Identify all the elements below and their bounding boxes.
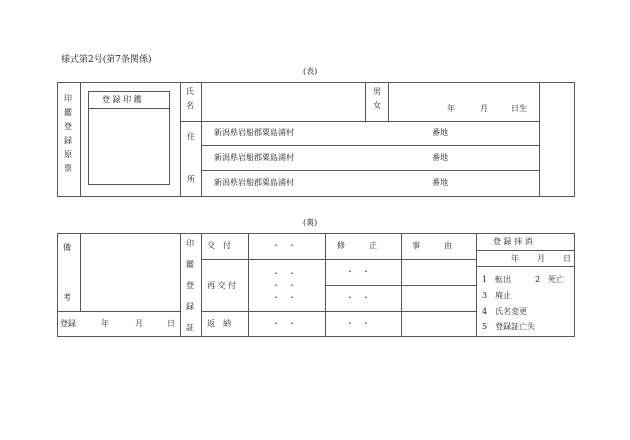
address-row-3-banchi: 番地 xyxy=(432,178,448,187)
registered-year: 年 xyxy=(101,319,109,328)
registered-day: 日 xyxy=(167,319,175,328)
address-row-1-banchi: 番地 xyxy=(432,128,448,137)
address-row-1: 新潟県岩船郡粟島浦村 xyxy=(214,128,294,137)
shusei-header: 修 正 xyxy=(337,241,377,250)
registered-label: 登録 xyxy=(60,319,76,328)
birth-year-label: 年 xyxy=(447,104,455,113)
shusei-dots-3: ・ ・ xyxy=(346,319,370,328)
name-label: 氏 名 xyxy=(186,87,194,110)
saikofu-date-dots-1: ・ ・ xyxy=(272,269,296,278)
gender-label: 男 女 xyxy=(373,87,381,110)
address-row-2-banchi: 番地 xyxy=(432,153,448,162)
kofu-label: 交 付 xyxy=(207,241,231,250)
front-heading: (表) xyxy=(303,67,318,76)
saikofu-date-dots-3: ・ ・ xyxy=(272,293,296,302)
reason-4: 4 氏名変更 xyxy=(482,307,528,316)
seal-box-label: 登 録 印 鑑 xyxy=(102,95,142,104)
henno-label: 返 納 xyxy=(207,319,231,328)
massho-month: 月 xyxy=(537,254,545,263)
kofu-date-dots: ・ ・ xyxy=(272,241,296,250)
reason-3: 3 廃止 xyxy=(482,291,512,300)
back-heading: (裏) xyxy=(303,218,318,227)
massho-header: 登 録 抹 消 xyxy=(493,237,533,246)
remarks-label-bottom: 考 xyxy=(63,293,71,302)
birth-month-label: 月 xyxy=(480,104,488,113)
shusei-dots-2: ・ ・ xyxy=(346,293,370,302)
massho-year: 年 xyxy=(511,254,519,263)
saikofu-date-dots-2: ・ ・ xyxy=(272,281,296,290)
henno-date-dots: ・ ・ xyxy=(272,319,296,328)
remarks-label-top: 備 xyxy=(63,243,71,252)
inkan-touroku-genpyo-label: 印 鑑 登 録 原 票 xyxy=(64,94,72,173)
jiyu-header: 事 由 xyxy=(412,241,452,250)
reason-2: 2 死亡 xyxy=(535,275,565,284)
reason-5: 5 登録証亡失 xyxy=(482,322,536,331)
address-label-top: 住 xyxy=(187,132,195,141)
saikofu-label: 再 交 付 xyxy=(207,281,237,290)
reason-1: 1 転出 xyxy=(482,275,512,284)
address-label-bottom: 所 xyxy=(187,175,195,184)
inkan-tourokusho-label: 印 鑑 登 録 証 xyxy=(186,239,194,332)
registered-month: 月 xyxy=(135,319,143,328)
seal-box xyxy=(88,91,170,185)
massho-day: 日 xyxy=(563,254,571,263)
shusei-dots-1: ・ ・ xyxy=(346,267,370,276)
address-row-2: 新潟県岩船郡粟島浦村 xyxy=(214,153,294,162)
birth-day-label: 日生 xyxy=(511,104,527,113)
name-field[interactable] xyxy=(202,83,364,120)
address-row-3: 新潟県岩船郡粟島浦村 xyxy=(214,178,294,187)
remarks-field[interactable] xyxy=(81,234,179,310)
form-title: 様式第2号(第7条関係) xyxy=(61,55,152,65)
